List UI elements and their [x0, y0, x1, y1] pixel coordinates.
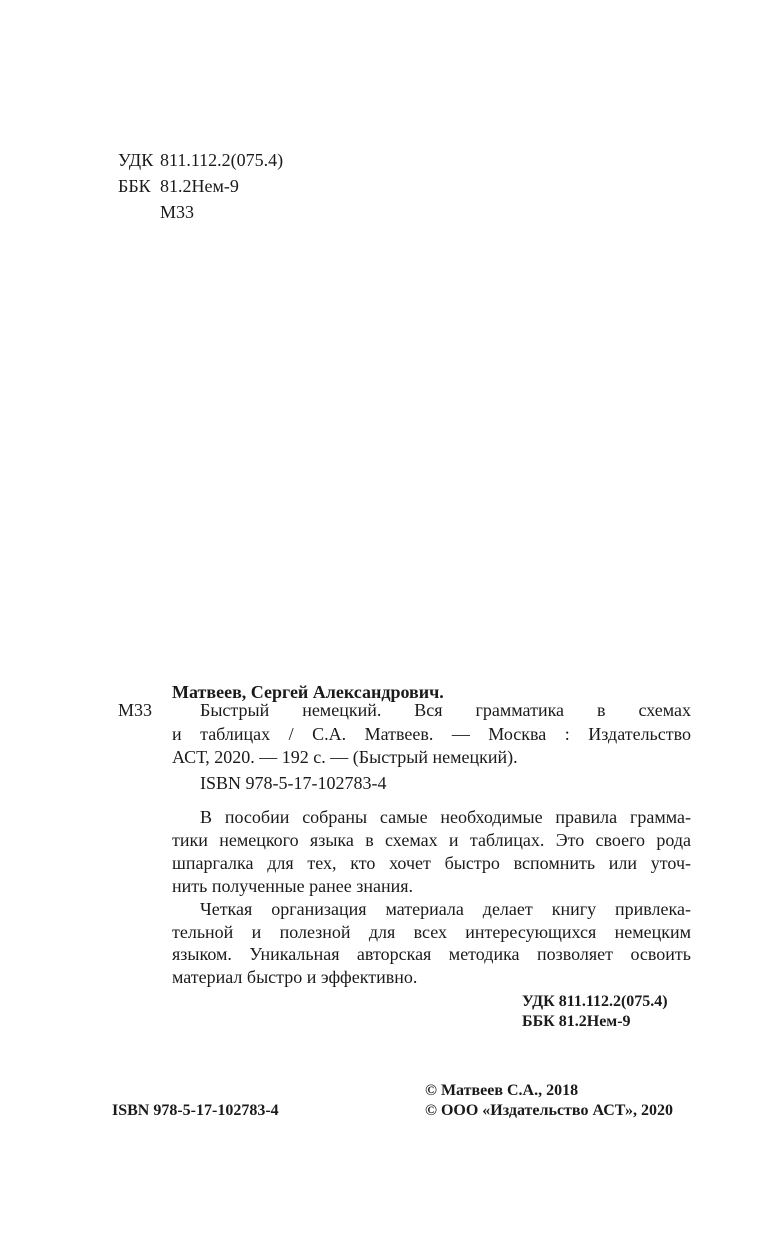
title-line: АСТ, 2020. — 192 с. — (Быстрый немецкий). [172, 747, 518, 767]
author-mark: М33 [160, 202, 195, 222]
bbk-value: 81.2Нем-9 [160, 176, 239, 196]
bbk-label: ББК [118, 176, 151, 196]
annotation-line: нить полученные ранее знания. [172, 876, 413, 896]
udk-value: 811.112.2(075.4) [160, 150, 284, 170]
bbk-code: ББК 81.2Нем-9 [522, 1013, 631, 1030]
annotation-line: тики немецкого языка в схемах и таблицах. Это своего рода [172, 830, 691, 850]
author-name: Матвеев, Сергей Александрович. [172, 682, 444, 702]
annotation-line: Четкая организация материала делает книгу привлека- [200, 899, 691, 919]
annotation-line: шпаргалка для тех, кто хочет быстро вспомнить или уточ- [172, 853, 691, 873]
title-line: и таблицах / С.А. Матвеев. — Москва : Издательство [172, 724, 691, 744]
copyright-publisher: © ООО «Издательство АСТ», 2020 [425, 1102, 674, 1119]
udk-label: УДК [118, 150, 154, 170]
annotation-line: тельной и полезной для всех интересующихся немецким [172, 922, 691, 942]
annotation-line: В пособии собраны самые необходимые правила грамма- [200, 807, 691, 827]
copyright-author: © Матвеев С.А., 2018 [425, 1082, 579, 1099]
footer-isbn: ISBN 978-5-17-102783-4 [112, 1102, 279, 1119]
annotation-line: языком. Уникальная авторская методика позволяет освоить [172, 944, 691, 964]
udk-code: УДК 811.112.2(075.4) [522, 993, 668, 1010]
record-author-mark: М33 [118, 700, 153, 720]
title-line: Быстрый немецкий. Вся грамматика в схемах [200, 700, 691, 720]
record-isbn: ISBN 978-5-17-102783-4 [200, 773, 387, 793]
annotation-line: материал быстро и эффективно. [172, 967, 418, 987]
